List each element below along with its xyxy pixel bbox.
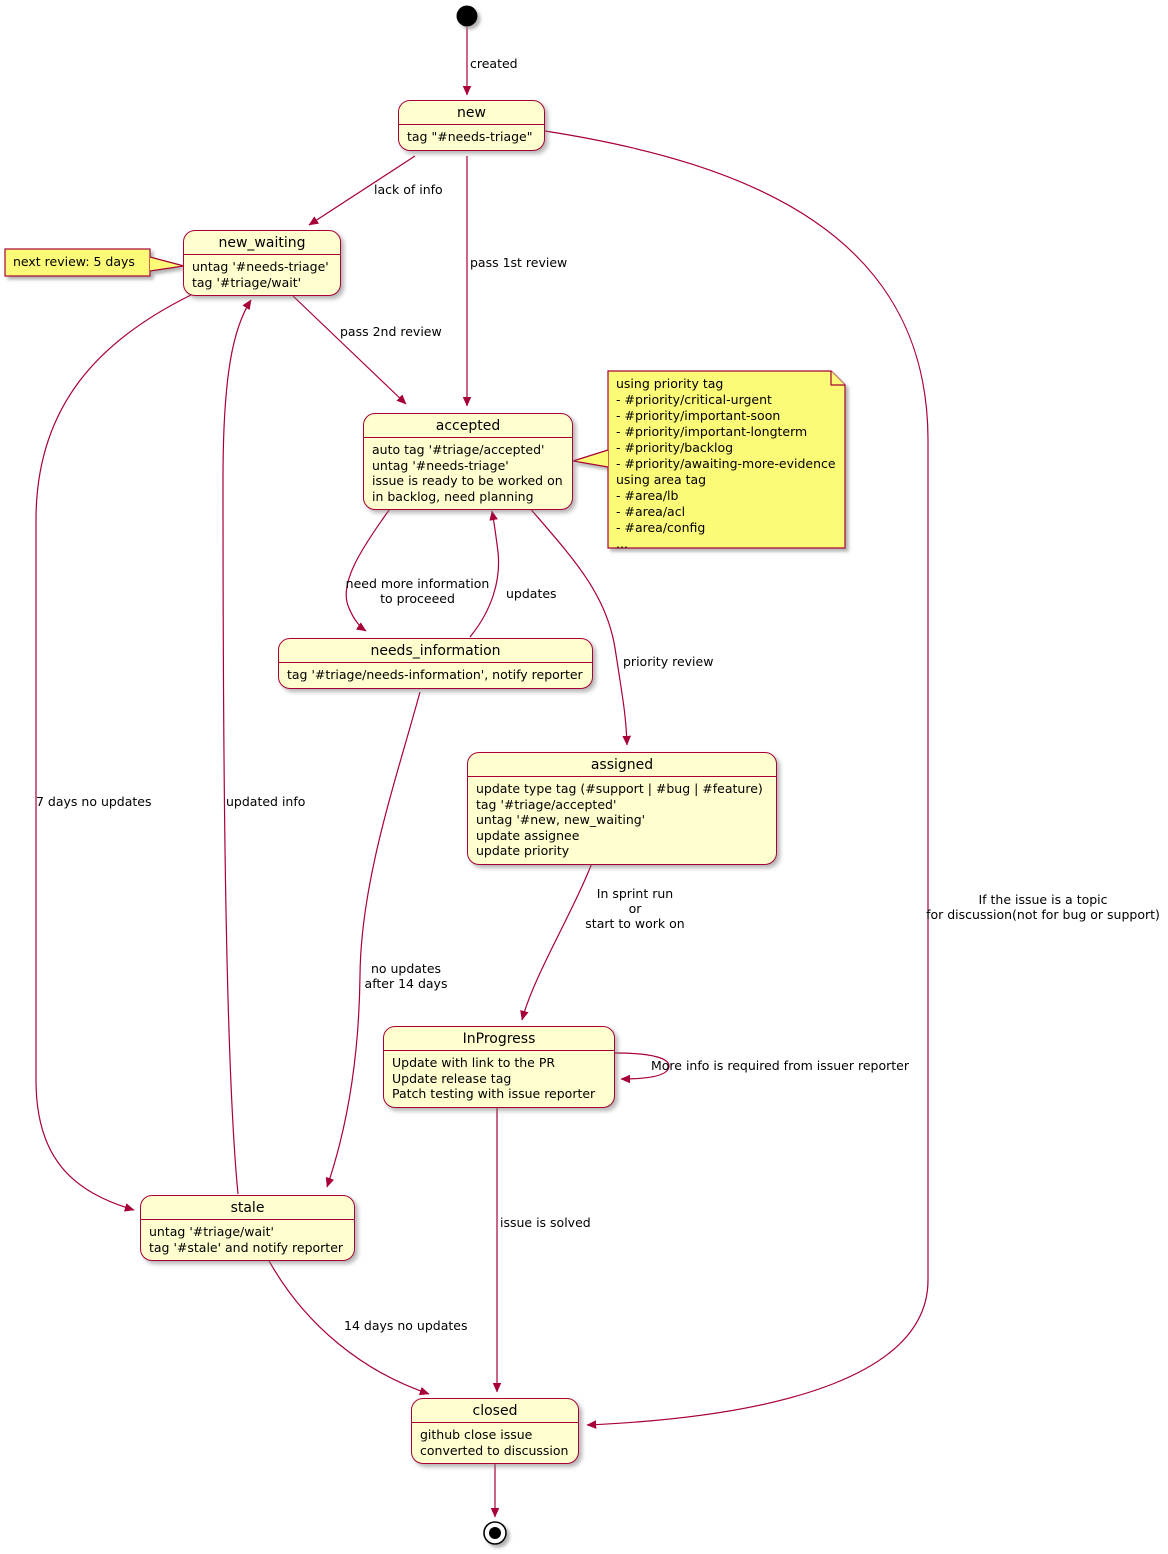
note-tagging-text: using priority tag - #priority/critical-urgent - #priority/important-soon - #priority/important-longterm - #priority/backlog - #priority/awaiting-more-evidence using area tag - #area/lb - #area/acl - #area/config ... (616, 376, 836, 551)
edge-label-lack-of-info: lack of info (374, 182, 443, 197)
state-closed-title: closed (412, 1399, 578, 1423)
edge-label-more-info-loop: More info is required from issuer reporter (651, 1058, 909, 1073)
edge-label-issue-is-solved: issue is solved (500, 1215, 591, 1230)
state-new-title: new (399, 101, 544, 125)
end-state-dot (489, 1527, 501, 1539)
edge-label-in-sprint: In sprint run or start to work on (585, 886, 685, 931)
edge-label-updates: updates (506, 586, 557, 601)
edge-updates (470, 511, 499, 637)
state-new-waiting: new_waiting untag '#needs-triage' tag '#triage/wait' (183, 230, 341, 296)
state-new-waiting-title: new_waiting (184, 231, 340, 255)
state-needs-information: needs_information tag '#triage/needs-information', notify reporter (278, 638, 593, 689)
state-new: new tag "#needs-triage" (398, 100, 545, 151)
note-next-review-text: next review: 5 days (13, 254, 135, 269)
state-assigned: assigned update type tag (#support | #bug | #feature) tag '#triage/accepted' untag '#new, new_waiting' update assignee update priority (467, 752, 777, 865)
state-accepted-title: accepted (364, 414, 572, 438)
edge-label-topic-discussion: If the issue is a topic for discussion(not for bug or support) (926, 892, 1160, 922)
note-next-review-tail (150, 257, 184, 271)
state-inprogress: InProgress Update with link to the PR Update release tag Patch testing with issue reporter (383, 1026, 615, 1108)
state-needs-information-title: needs_information (279, 639, 592, 663)
edge-label-pass-2nd-review: pass 2nd review (340, 324, 442, 339)
edge-label-priority-review: priority review (623, 654, 714, 669)
edge-seven-days-no-updates (36, 295, 191, 1210)
edge-no-updates-14-days (327, 692, 420, 1187)
edge-pass-2nd-review (293, 296, 406, 404)
edge-label-no-updates: no updates after 14 days (364, 961, 448, 991)
edge-label-seven-days-no-updates: 7 days no updates (36, 794, 152, 809)
edge-updated-info (223, 300, 251, 1194)
edge-label-need-more-information: need more information to proceeed (345, 576, 490, 606)
edge-label-fourteen-days-no-updates: 14 days no updates (344, 1318, 468, 1333)
state-stale-title: stale (141, 1196, 354, 1220)
state-accepted: accepted auto tag '#triage/accepted' untag '#needs-triage' issue is ready to be worked on in backlog, need planning (363, 413, 573, 510)
state-assigned-title: assigned (468, 753, 776, 777)
start-state-circle (457, 6, 478, 27)
note-tagging-tail (573, 450, 608, 467)
edge-label-created: created (470, 56, 518, 71)
edge-label-pass-1st-review: pass 1st review (470, 255, 568, 270)
edge-in-sprint (522, 858, 594, 1020)
edge-need-more-information (346, 506, 392, 631)
state-inprogress-title: InProgress (384, 1027, 614, 1051)
edge-label-updated-info: updated info (226, 794, 306, 809)
state-stale: stale untag '#triage/wait' tag '#stale' and notify reporter (140, 1195, 355, 1261)
state-closed: closed github close issue converted to discussion (411, 1398, 579, 1464)
